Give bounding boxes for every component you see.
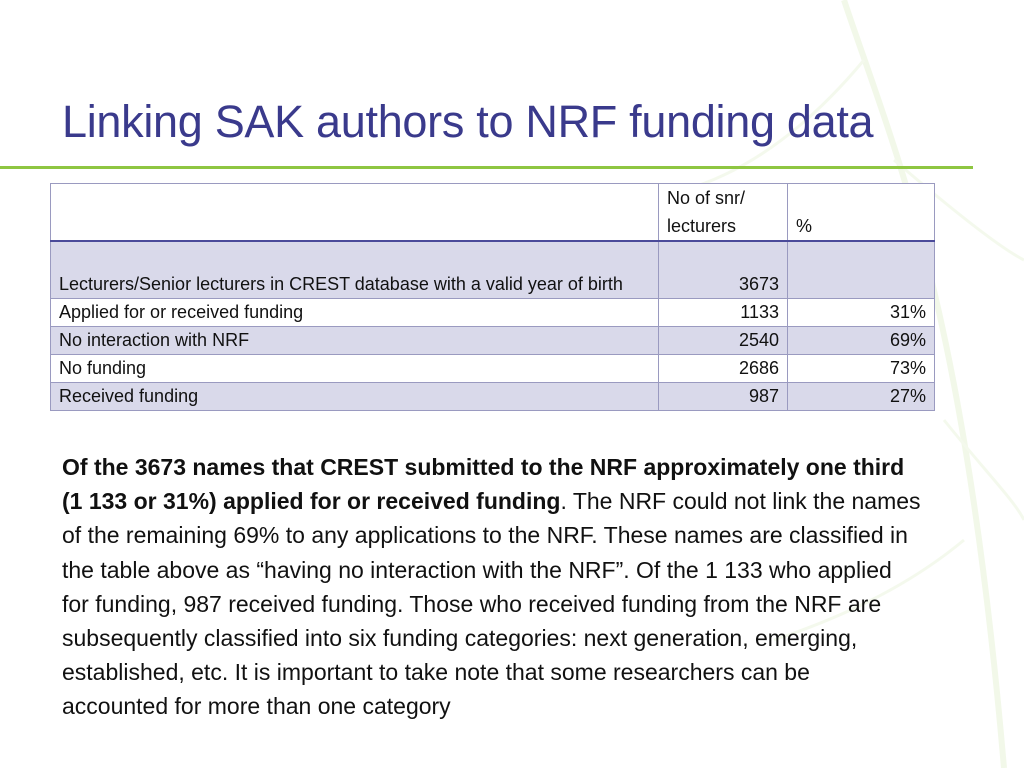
table-cell-pct: 27% <box>788 383 935 411</box>
summary-body-text: . The NRF could not link the names of the remaining 69% to any applications to the NRF. These names are classified in the table above as “having no interaction with the NRF”. Of the 1 133 who applied for funding, 987 received funding. Those who received funding from the NRF are subsequently classified into six funding categories: next generation, emerging, established, etc. It is important to take note that some researchers can be accounted for more than one category <box>62 488 921 720</box>
table-row <box>51 383 935 411</box>
table-cell-label: No interaction with NRF <box>51 327 659 355</box>
slide-title: Linking SAK authors to NRF funding data <box>62 96 874 147</box>
table-cell-label: Lecturers/Senior lecturers in CREST database with a valid year of birth <box>51 241 659 299</box>
table-cell-count: 1133 <box>659 299 788 327</box>
table-cell-label: Applied for or received funding <box>51 299 659 327</box>
title-divider <box>0 166 973 169</box>
table-cell-pct <box>788 241 935 299</box>
table-row <box>51 299 935 327</box>
summary-bold-text: Of the 3673 names that CREST submitted to the NRF approximately one third (1 133 or 31%) applied for or received funding <box>62 454 905 515</box>
summary-paragraph <box>62 450 922 724</box>
table-header-cell <box>51 184 659 242</box>
funding-table <box>50 183 935 411</box>
table-cell-count: 2540 <box>659 327 788 355</box>
table-row <box>51 355 935 383</box>
table-cell-pct: 69% <box>788 327 935 355</box>
table-cell-pct: 73% <box>788 355 935 383</box>
table-cell-label: Received funding <box>51 383 659 411</box>
table-header-cell: No of snr/ lecturers <box>659 184 788 242</box>
table-cell-count: 3673 <box>659 241 788 299</box>
table-row <box>51 327 935 355</box>
table-header-cell: % <box>788 184 935 242</box>
table-cell-pct: 31% <box>788 299 935 327</box>
table-cell-label: No funding <box>51 355 659 383</box>
table-header-row <box>51 184 935 242</box>
table-cell-count: 987 <box>659 383 788 411</box>
table-row <box>51 241 935 299</box>
table-cell-count: 2686 <box>659 355 788 383</box>
